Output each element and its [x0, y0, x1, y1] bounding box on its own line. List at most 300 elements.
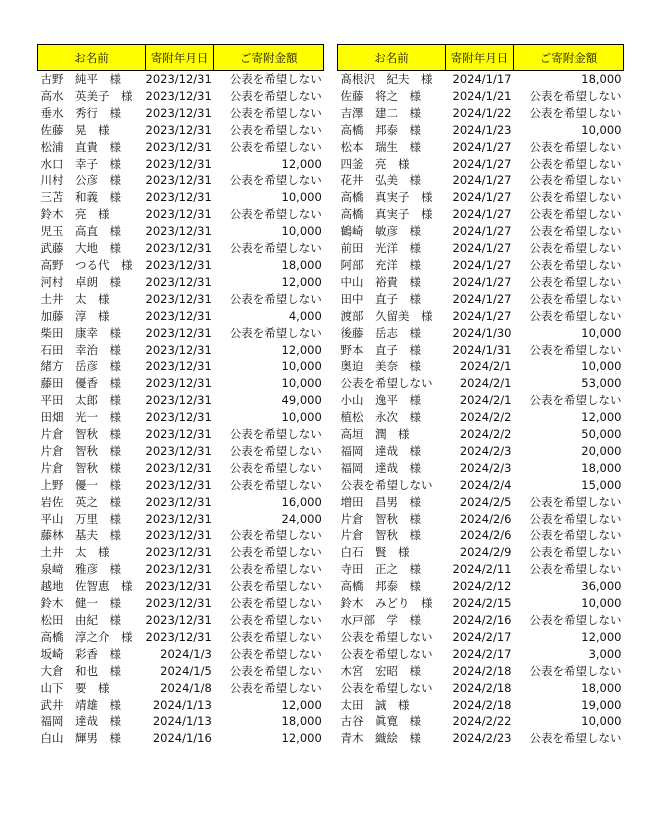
- donation-date: 2023/12/31: [145, 72, 212, 86]
- donation-date: 2023/12/31: [145, 257, 212, 272]
- donation-amount: 公表を希望しない: [229, 562, 322, 577]
- donor-name: 公表を希望しない: [340, 646, 433, 661]
- table-row: [338, 409, 624, 426]
- donation-date: 2024/1/27: [452, 207, 512, 222]
- donor-name: 青木 織絵 様: [340, 731, 421, 746]
- donation-date: 2024/1/31: [452, 342, 512, 357]
- table-row: [338, 595, 624, 612]
- donation-amount: 18,000: [281, 257, 322, 272]
- donation-amount: 10,000: [581, 359, 622, 374]
- table-row: [38, 663, 324, 680]
- table-row: [338, 561, 624, 578]
- table-row: [38, 139, 324, 156]
- donor-name: 片倉 智秋 様: [340, 528, 421, 543]
- table-row: [38, 342, 324, 359]
- table-row: [338, 426, 624, 443]
- table-row: [338, 713, 624, 730]
- donation-amount: 公表を希望しない: [529, 528, 622, 543]
- donor-name: 松本 瑞生 様: [340, 139, 421, 154]
- table-row: [38, 156, 324, 173]
- table-row: [38, 511, 324, 528]
- table-row: [38, 223, 324, 240]
- donation-date: 2024/2/9: [459, 545, 512, 560]
- donor-name: 河村 卓朗 様: [40, 274, 121, 289]
- donation-amount: 公表を希望しない: [529, 342, 622, 357]
- donation-date: 2024/2/1: [459, 393, 512, 408]
- donation-date: 2024/1/13: [152, 714, 212, 729]
- donor-name: 大倉 和也 様: [40, 663, 121, 678]
- donation-date: 2024/1/27: [452, 173, 512, 188]
- table-row: [38, 629, 324, 646]
- donor-name: 山下 要 様: [40, 680, 110, 695]
- donor-name: 花井 弘美 様: [340, 173, 421, 188]
- donation-amount: 公表を希望しない: [229, 88, 322, 103]
- table-row: [38, 291, 324, 308]
- donor-name: 松浦 直貴 様: [40, 139, 121, 154]
- donor-name: 高野 つる代 様: [40, 257, 133, 272]
- donation-amount: 19,000: [581, 697, 622, 712]
- donor-name: 三苫 和義 様: [40, 190, 121, 205]
- donation-amount: 公表を希望しない: [229, 528, 322, 543]
- donation-amount: 公表を希望しない: [229, 460, 322, 475]
- donation-amount: 公表を希望しない: [529, 511, 622, 526]
- donation-date: 2023/12/31: [145, 274, 212, 289]
- donation-amount: 公表を希望しない: [229, 613, 322, 627]
- donation-amount: 10,000: [281, 224, 322, 239]
- table-row: [338, 612, 624, 629]
- donor-name: 後藤 岳志 様: [340, 325, 421, 340]
- table-row: [38, 595, 324, 612]
- donation-amount: 53,000: [581, 376, 622, 391]
- donor-name: 高垣 潤 様: [340, 427, 410, 442]
- donation-amount: 公表を希望しない: [229, 680, 322, 695]
- table-row: [338, 663, 624, 680]
- table-row: [338, 460, 624, 477]
- donation-date: 2023/12/31: [145, 376, 212, 391]
- donation-amount: 公表を希望しない: [529, 241, 622, 256]
- header-amount: ご寄附金額: [514, 45, 624, 71]
- donor-name: 高橋 邦泰 様: [340, 579, 421, 594]
- donation-amount: 10,000: [581, 596, 622, 611]
- donation-date: 2024/2/18: [452, 663, 512, 678]
- donation-amount: 18,000: [281, 714, 322, 729]
- donor-name: 石田 幸治 様: [40, 342, 121, 357]
- donation-amount: 10,000: [581, 325, 622, 340]
- donor-name: 水口 幸子 様: [40, 156, 121, 171]
- donation-date: 2023/12/31: [145, 477, 212, 492]
- donation-date: 2024/1/8: [160, 680, 212, 695]
- donation-date: 2023/12/31: [145, 562, 212, 577]
- donor-name: 藤林 基夫 様: [40, 528, 121, 543]
- donation-date: 2023/12/31: [145, 528, 212, 543]
- donation-date: 2024/1/5: [160, 663, 212, 678]
- donation-amount: 公表を希望しない: [229, 596, 322, 611]
- donation-amount: 公表を希望しない: [529, 613, 622, 627]
- donation-amount: 12,000: [281, 274, 322, 289]
- table-header-row: [38, 45, 324, 71]
- donor-name: 泉﨑 雅彦 様: [40, 562, 121, 577]
- donor-name: 髙根沢 紀夫 様: [340, 72, 433, 86]
- table-row: [338, 443, 624, 460]
- donation-date: 2023/12/31: [145, 156, 212, 171]
- donation-rows-right: [338, 71, 624, 748]
- donation-date: 2024/2/15: [452, 596, 512, 611]
- table-row: [338, 358, 624, 375]
- donation-date: 2023/12/31: [145, 207, 212, 222]
- donation-date: 2023/12/31: [145, 410, 212, 425]
- donation-date: 2024/1/27: [452, 241, 512, 256]
- table-row: [338, 325, 624, 342]
- header-name: お名前: [38, 45, 146, 71]
- donation-date: 2023/12/31: [145, 613, 212, 627]
- table-row: [338, 646, 624, 663]
- table-row: [38, 189, 324, 206]
- donation-amount: 15,000: [581, 477, 622, 492]
- table-row: [338, 578, 624, 595]
- donation-amount: 公表を希望しない: [529, 393, 622, 408]
- table-row: [338, 88, 624, 105]
- table-row: [338, 629, 624, 646]
- donation-amount: 公表を希望しない: [529, 257, 622, 272]
- donor-name: 古谷 眞寛 様: [340, 714, 421, 729]
- donation-amount: 10,000: [281, 376, 322, 391]
- donation-date: 2023/12/31: [145, 579, 212, 594]
- table-row: [38, 612, 324, 629]
- donor-name: 四釜 亮 様: [340, 156, 410, 171]
- table-row: [38, 308, 324, 325]
- donation-date: 2024/1/30: [452, 325, 512, 340]
- table-row: [338, 122, 624, 139]
- donor-name: 福岡 達哉 様: [340, 443, 421, 458]
- donor-name: 小山 逸平 様: [340, 393, 421, 408]
- donation-amount: 公表を希望しない: [229, 427, 322, 442]
- donor-name: 鈴木 みどり 様: [340, 596, 433, 611]
- donation-amount: 公表を希望しない: [529, 105, 622, 120]
- table-row: [38, 206, 324, 223]
- donation-amount: 公表を希望しない: [229, 207, 322, 222]
- donation-amount: 20,000: [581, 443, 622, 458]
- table-row: [38, 71, 324, 88]
- table-row: [338, 105, 624, 122]
- table-row: [338, 172, 624, 189]
- donation-date: 2023/12/31: [145, 342, 212, 357]
- donor-name: 公表を希望しない: [340, 680, 433, 695]
- donation-date: 2023/12/31: [145, 308, 212, 323]
- donation-date: 2023/12/31: [145, 393, 212, 408]
- donor-name: 藤田 優香 様: [40, 376, 121, 391]
- table-row: [38, 697, 324, 714]
- donation-amount: 公表を希望しない: [529, 291, 622, 306]
- table-row: [38, 578, 324, 595]
- table-row: [38, 730, 324, 747]
- table-row: [338, 342, 624, 359]
- donation-amount: 公表を希望しない: [229, 579, 322, 594]
- donor-name: 鶴崎 敏彦 様: [340, 224, 421, 239]
- donation-date: 2023/12/31: [145, 545, 212, 560]
- donation-amount: 公表を希望しない: [529, 190, 622, 205]
- table-row: [338, 544, 624, 561]
- donation-amount: 公表を希望しない: [229, 545, 322, 560]
- donation-date: 2024/2/1: [459, 376, 512, 391]
- donation-date: 2024/2/22: [452, 714, 512, 729]
- donation-date: 2024/1/23: [452, 122, 512, 137]
- donation-amount: 公表を希望しない: [529, 88, 622, 103]
- donation-date: 2023/12/31: [145, 511, 212, 526]
- donation-date: 2023/12/31: [145, 190, 212, 205]
- donor-name: 土井 太 様: [40, 545, 110, 560]
- table-row: [38, 460, 324, 477]
- donation-date: 2023/12/31: [145, 443, 212, 458]
- table-row: [38, 375, 324, 392]
- donation-date: 2024/2/12: [452, 579, 512, 594]
- donor-name: 公表を希望しない: [340, 376, 433, 391]
- donor-name: 白山 輝男 様: [40, 731, 121, 746]
- donation-amount: 49,000: [281, 393, 322, 408]
- donation-date: 2024/2/23: [452, 731, 512, 746]
- table-row: [338, 494, 624, 511]
- donor-name: 加藤 淳 様: [40, 308, 110, 323]
- donation-date: 2023/12/31: [145, 224, 212, 239]
- donation-date: 2024/1/21: [452, 88, 512, 103]
- donation-amount: 12,000: [581, 629, 622, 644]
- table-row: [38, 713, 324, 730]
- donor-name: 武井 靖雄 様: [40, 697, 121, 712]
- donor-name: 片倉 智秋 様: [40, 443, 121, 458]
- donor-name: 高橋 真実子 様: [340, 207, 433, 222]
- donation-date: 2023/12/31: [145, 173, 212, 188]
- donor-name: 太田 誠 様: [340, 697, 410, 712]
- table-row: [38, 274, 324, 291]
- table-row: [38, 426, 324, 443]
- donor-name: 吉澤 建二 様: [340, 105, 421, 120]
- donation-date: 2023/12/31: [145, 291, 212, 306]
- table-row: [338, 240, 624, 257]
- donor-name: 古野 純平 様: [40, 72, 121, 86]
- table-header-row: [338, 45, 624, 71]
- table-row: [38, 122, 324, 139]
- donor-name: 武藤 大地 様: [40, 241, 121, 256]
- donation-amount: 10,000: [281, 410, 322, 425]
- donation-date: 2024/1/22: [452, 105, 512, 120]
- donor-name: 緒方 岳彦 様: [40, 359, 121, 374]
- donation-amount: 公表を希望しない: [529, 156, 622, 171]
- donor-name: 田畑 光一 様: [40, 410, 121, 425]
- donor-name: 阿部 充洋 様: [340, 257, 421, 272]
- donation-amount: 4,000: [288, 308, 322, 323]
- donor-name: 鈴木 健一 様: [40, 596, 121, 611]
- donation-amount: 公表を希望しない: [229, 173, 322, 188]
- table-row: [38, 392, 324, 409]
- donation-date: 2024/2/3: [459, 460, 512, 475]
- donation-date: 2024/1/17: [452, 72, 512, 86]
- donation-amount: 公表を希望しない: [229, 325, 322, 340]
- donation-date: 2024/2/17: [452, 629, 512, 644]
- donor-name: 水戸部 学 様: [340, 613, 421, 627]
- table-row: [338, 697, 624, 714]
- donor-name: 佐藤 晃 様: [40, 122, 110, 137]
- donation-date: 2024/1/27: [452, 308, 512, 323]
- donation-amount: 12,000: [281, 731, 322, 746]
- table-row: [338, 680, 624, 697]
- donation-amount: 36,000: [581, 579, 622, 594]
- table-row: [338, 257, 624, 274]
- table-row: [338, 527, 624, 544]
- donation-date: 2023/12/31: [145, 427, 212, 442]
- donation-rows-left: [38, 71, 324, 748]
- donation-date: 2023/12/31: [145, 241, 212, 256]
- table-row: [338, 392, 624, 409]
- table-row: [38, 105, 324, 122]
- donation-date: 2023/12/31: [145, 122, 212, 137]
- donor-name: 片倉 智秋 様: [40, 427, 121, 442]
- donation-date: 2023/12/31: [145, 494, 212, 509]
- donor-name: 寺田 正之 様: [340, 562, 421, 577]
- donation-date: 2023/12/31: [145, 359, 212, 374]
- table-row: [338, 206, 624, 223]
- donation-date: 2024/2/2: [459, 427, 512, 442]
- donation-date: 2024/1/27: [452, 274, 512, 289]
- donor-name: 渡部 久留美 様: [340, 308, 433, 323]
- donation-amount: 10,000: [281, 190, 322, 205]
- donation-amount: 公表を希望しない: [529, 545, 622, 560]
- donor-name: 白石 賢 様: [340, 545, 410, 560]
- donation-amount: 10,000: [581, 714, 622, 729]
- donor-name: 松田 由紀 様: [40, 613, 121, 627]
- donation-date: 2024/1/3: [160, 646, 212, 661]
- donation-amount: 公表を希望しない: [229, 663, 322, 678]
- header-date: 寄附年月日: [446, 45, 514, 71]
- donation-amount: 12,000: [281, 697, 322, 712]
- table-row: [38, 443, 324, 460]
- donor-name: 高橋 淳之介 様: [40, 629, 133, 644]
- donation-date: 2024/2/18: [452, 680, 512, 695]
- donation-amount: 24,000: [281, 511, 322, 526]
- donor-name: 坂崎 彩香 様: [40, 646, 121, 661]
- donation-date: 2024/2/6: [459, 528, 512, 543]
- table-row: [338, 156, 624, 173]
- donation-date: 2023/12/31: [145, 88, 212, 103]
- donation-date: 2023/12/31: [145, 629, 212, 644]
- donation-date: 2024/2/18: [452, 697, 512, 712]
- donation-amount: 公表を希望しない: [229, 646, 322, 661]
- donor-name: 平山 万里 様: [40, 511, 121, 526]
- donation-table-right: [337, 44, 624, 747]
- donation-date: 2023/12/31: [145, 105, 212, 120]
- donation-amount: 50,000: [581, 427, 622, 442]
- donor-name: 児玉 高直 様: [40, 224, 121, 239]
- donation-date: 2024/2/17: [452, 646, 512, 661]
- donation-date: 2024/1/27: [452, 224, 512, 239]
- donation-date: 2024/2/11: [452, 562, 512, 577]
- donation-amount: 公表を希望しない: [229, 139, 322, 154]
- donation-amount: 公表を希望しない: [229, 629, 322, 644]
- donor-name: 片倉 智秋 様: [40, 460, 121, 475]
- donation-amount: 18,000: [581, 460, 622, 475]
- donation-date: 2023/12/31: [145, 139, 212, 154]
- table-row: [38, 240, 324, 257]
- donation-amount: 18,000: [581, 680, 622, 695]
- table-row: [38, 477, 324, 494]
- donor-name: 岩佐 英之 様: [40, 494, 121, 509]
- donation-date: 2024/1/27: [452, 291, 512, 306]
- donation-amount: 公表を希望しない: [229, 241, 322, 256]
- donor-name: 平田 太郎 様: [40, 393, 121, 408]
- donor-name: 福岡 達哉 様: [340, 460, 421, 475]
- table-row: [38, 257, 324, 274]
- donation-amount: 公表を希望しない: [529, 308, 622, 323]
- table-row: [338, 223, 624, 240]
- donation-date: 2024/1/27: [452, 156, 512, 171]
- donor-name: 福岡 達哉 様: [40, 714, 121, 729]
- donation-amount: 12,000: [581, 410, 622, 425]
- donation-date: 2023/12/31: [145, 325, 212, 340]
- donor-name: 高橋 真実子 様: [340, 190, 433, 205]
- donor-name: 越地 佐智恵 様: [40, 579, 133, 594]
- donation-date: 2024/2/5: [459, 494, 512, 509]
- donation-date: 2024/1/27: [452, 257, 512, 272]
- donation-amount: 公表を希望しない: [229, 72, 322, 86]
- donor-name: 上野 優一 様: [40, 477, 121, 492]
- table-row: [38, 88, 324, 105]
- donation-date: 2024/1/27: [452, 190, 512, 205]
- donation-amount: 16,000: [281, 494, 322, 509]
- donation-date: 2024/2/4: [459, 477, 512, 492]
- table-row: [338, 139, 624, 156]
- table-row: [338, 291, 624, 308]
- donor-name: 前田 光洋 様: [340, 241, 421, 256]
- donation-date: 2024/1/16: [152, 731, 212, 746]
- header-amount: ご寄附金額: [214, 45, 324, 71]
- donation-amount: 公表を希望しない: [229, 477, 322, 492]
- donor-name: 鈴木 亮 様: [40, 207, 110, 222]
- donor-name: 公表を希望しない: [340, 477, 433, 492]
- table-row: [338, 375, 624, 392]
- donor-name: 奥迫 美奈 様: [340, 359, 421, 374]
- donation-amount: 10,000: [581, 122, 622, 137]
- donor-name: 川村 公彦 様: [40, 173, 121, 188]
- donor-name: 佐藤 将之 様: [340, 88, 421, 103]
- donor-name: 公表を希望しない: [340, 629, 433, 644]
- donation-amount: 3,000: [588, 646, 622, 661]
- table-row: [38, 544, 324, 561]
- donation-date: 2024/2/1: [459, 359, 512, 374]
- header-date: 寄附年月日: [146, 45, 214, 71]
- donation-amount: 12,000: [281, 342, 322, 357]
- donor-name: 木宮 宏昭 様: [340, 663, 421, 678]
- donation-amount: 公表を希望しない: [529, 139, 622, 154]
- donation-amount: 公表を希望しない: [529, 173, 622, 188]
- donation-amount: 公表を希望しない: [229, 105, 322, 120]
- donation-amount: 公表を希望しない: [229, 291, 322, 306]
- donation-amount: 公表を希望しない: [529, 494, 622, 509]
- table-row: [38, 561, 324, 578]
- donation-amount: 公表を希望しない: [529, 663, 622, 678]
- donor-name: 片倉 智秋 様: [340, 511, 421, 526]
- donation-amount: 公表を希望しない: [529, 562, 622, 577]
- table-row: [38, 325, 324, 342]
- table-row: [38, 680, 324, 697]
- donor-name: 植松 永次 様: [340, 410, 421, 425]
- donation-table-left: [37, 44, 324, 747]
- table-row: [38, 494, 324, 511]
- donation-amount: 公表を希望しない: [529, 207, 622, 222]
- table-row: [338, 308, 624, 325]
- donor-name: 高水 英美子 様: [40, 88, 133, 103]
- table-row: [38, 646, 324, 663]
- table-row: [338, 274, 624, 291]
- donor-name: 高橋 邦泰 様: [340, 122, 421, 137]
- donation-date: 2024/2/6: [459, 511, 512, 526]
